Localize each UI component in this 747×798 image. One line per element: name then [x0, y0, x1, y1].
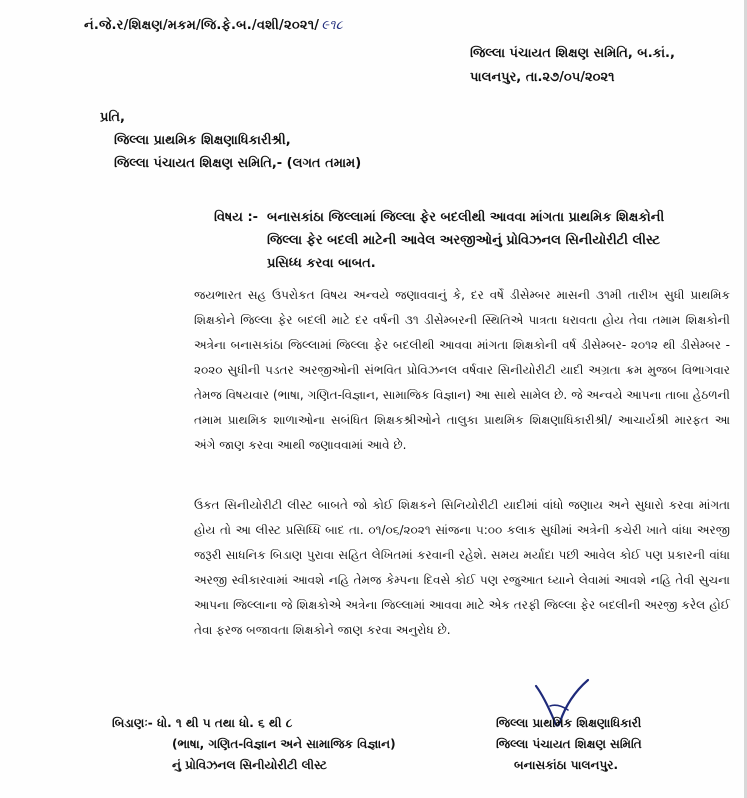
enclosure-line-1: બિડાણઃ- ધો. ૧ થી ૫ તથા ધો. ૬ થી ૮ — [112, 716, 293, 730]
handwritten-outward-number: ૯૧૮ — [321, 18, 344, 33]
enclosure-block — [112, 713, 396, 776]
recipient-block — [100, 106, 361, 175]
paragraph-1-text: જયભારત સહ ઉપરોકત વિષય અન્વયે જણાવવાનું કે, દર વર્ષે ડીસેમ્બર માસની ૩૧મી તારીખ સુધી પ્રાથમિક શિક્ષકોને જિલ્લા ફેર બદલી માટે દર વર્ષની ૩૧ ડીસેમ્બરની સ્થિતિએ પાત્રતા ધરાવતા હોય તેવા તમામ શિક્ષકોની અત્રેના બનાસકાંઠા જિલ્લામાં જિલ્લા ફેર બદલીથી આવવા માંગતા શિક્ષકોની વર્ષ ડીસેમ્બર- ૨૦૧૨ થી ડીસેમ્બર - ૨૦૨૦ સુધીની પડતર અરજીઓની સંભવિત પ્રોવિઝનલ વર્ષવાર સિનીયોરીટી યાદી અગ્રતા ક્રમ મુજબ વિભાગવાર તેમજ વિષયવાર (ભાષા, ગણિત-વિજ્ઞાન, સામાજિક વિજ્ઞાન) આ સાથે સામેલ છે. જે અન્વયે આપના તાબા હેઠળની તમામ પ્રાથમિક શાળાઓના સબંધિત શિક્ષકશ્રીઓને તાલુકા પ્રાથમિક શિક્ષણાધિકારીશ્રી/ આચાર્યશ્રી મારફત આ અંગે જાણ કરવા આથી જણાવવામાં આવે છે. — [194, 288, 730, 452]
subject-line-3: પ્રસિધ્ધ કરવા બાબત. — [267, 256, 376, 271]
issuer-block — [470, 42, 675, 90]
issuer-office: જિલ્લા પંચાયત શિક્ષણ સમિતિ, બ.કાં., — [470, 46, 675, 61]
reference-number — [84, 18, 343, 33]
subject-line-2: જિલ્લા ફેર બદલી માટેની આવેલ અરજીઓનું પ્રોવિઝનલ સિનીયોરીટી લીસ્ટ — [267, 233, 661, 248]
enclosure-line-2: (ભાષા, ગણિત-વિજ્ઞાન અને સામાજિક વિજ્ઞાન) — [172, 737, 396, 751]
subject-block — [214, 206, 664, 275]
subject-line-1: બનાસકાંઠા જિલ્લામાં જિલ્લા ફેર બદલીથી આવવા માંગતા પ્રાથમિક શિક્ષકોની — [267, 210, 665, 225]
issuer-place-date: પાલનપુર, તા.૨૭/૦૫/૨૦૨૧ — [470, 70, 615, 85]
signatory-designation: જિલ્લા પ્રાથમિક શિક્ષણાધિકારી — [496, 716, 642, 730]
body-paragraph-2 — [108, 493, 730, 643]
paragraph-2-text: ઉકત સિનીયોરીટી લીસ્ટ બાબતે જો કોઈ શિક્ષકને સિનિયોરીટી યાદીમાં વાંધો જણાય અને સુધારો કરવા માંગતા હોય તો આ લીસ્ટ પ્રસિધ્ધિ બાદ તા. ૦૧/૦૬/૨૦૨૧ સાંજના ૫:૦૦ કલાક સુધીમાં અત્રેની કચેરી ખાતે વાંધા અરજી જરૂરી સાધનિક બિડાણ પુરાવા સહિત લેખિતમાં કરવાની રહેશે. સમય મર્યાદા પછી આવેલ કોઈ પણ પ્રકારની વાંધા અરજી સ્વીકારવામાં આવશે નહિ તેમજ કેમ્પના દિવસે કોઈ પણ રજુઆત ધ્યાને લેવામાં આવશે નહિ તેવી સુચના આપના જિલ્લાના જે શિક્ષકોએ અત્રેના જિલ્લામાં આવવા માટે એક તરફી જિલ્લા ફેર બદલીની અરજી કરેલ હોઈ તેવા ફરજ બજાવતા શિક્ષકોને જાણ કરવા અનુરોધ છે. — [194, 498, 730, 637]
enclosure-line-3: નું પ્રોવિઝનલ સિનીયોરીટી લીસ્ટ — [172, 758, 328, 772]
body-paragraph-1 — [108, 283, 730, 458]
reference-number-text: નં.જે.ર/શિક્ષણ/મકમ/જિ.ફે.બ./વશી/૨૦૨૧/ — [84, 18, 320, 33]
recipient-line-2: જિલ્લા પંચાયત શિક્ષણ સમિતિ,- (લગત તમામ) — [114, 156, 362, 171]
subject-label: વિષય :- — [214, 210, 259, 225]
signatory-block — [496, 713, 642, 776]
recipient-prati: પ્રતિ, — [100, 110, 125, 125]
recipient-line-1: જિલ્લા પ્રાથમિક શિક્ષણાધિકારીશ્રી, — [114, 133, 291, 148]
signatory-place: બનાસકાંઠા પાલનપુર. — [514, 758, 619, 772]
signatory-office: જિલ્લા પંચાયત શિક્ષણ સમિતિ — [496, 737, 642, 751]
